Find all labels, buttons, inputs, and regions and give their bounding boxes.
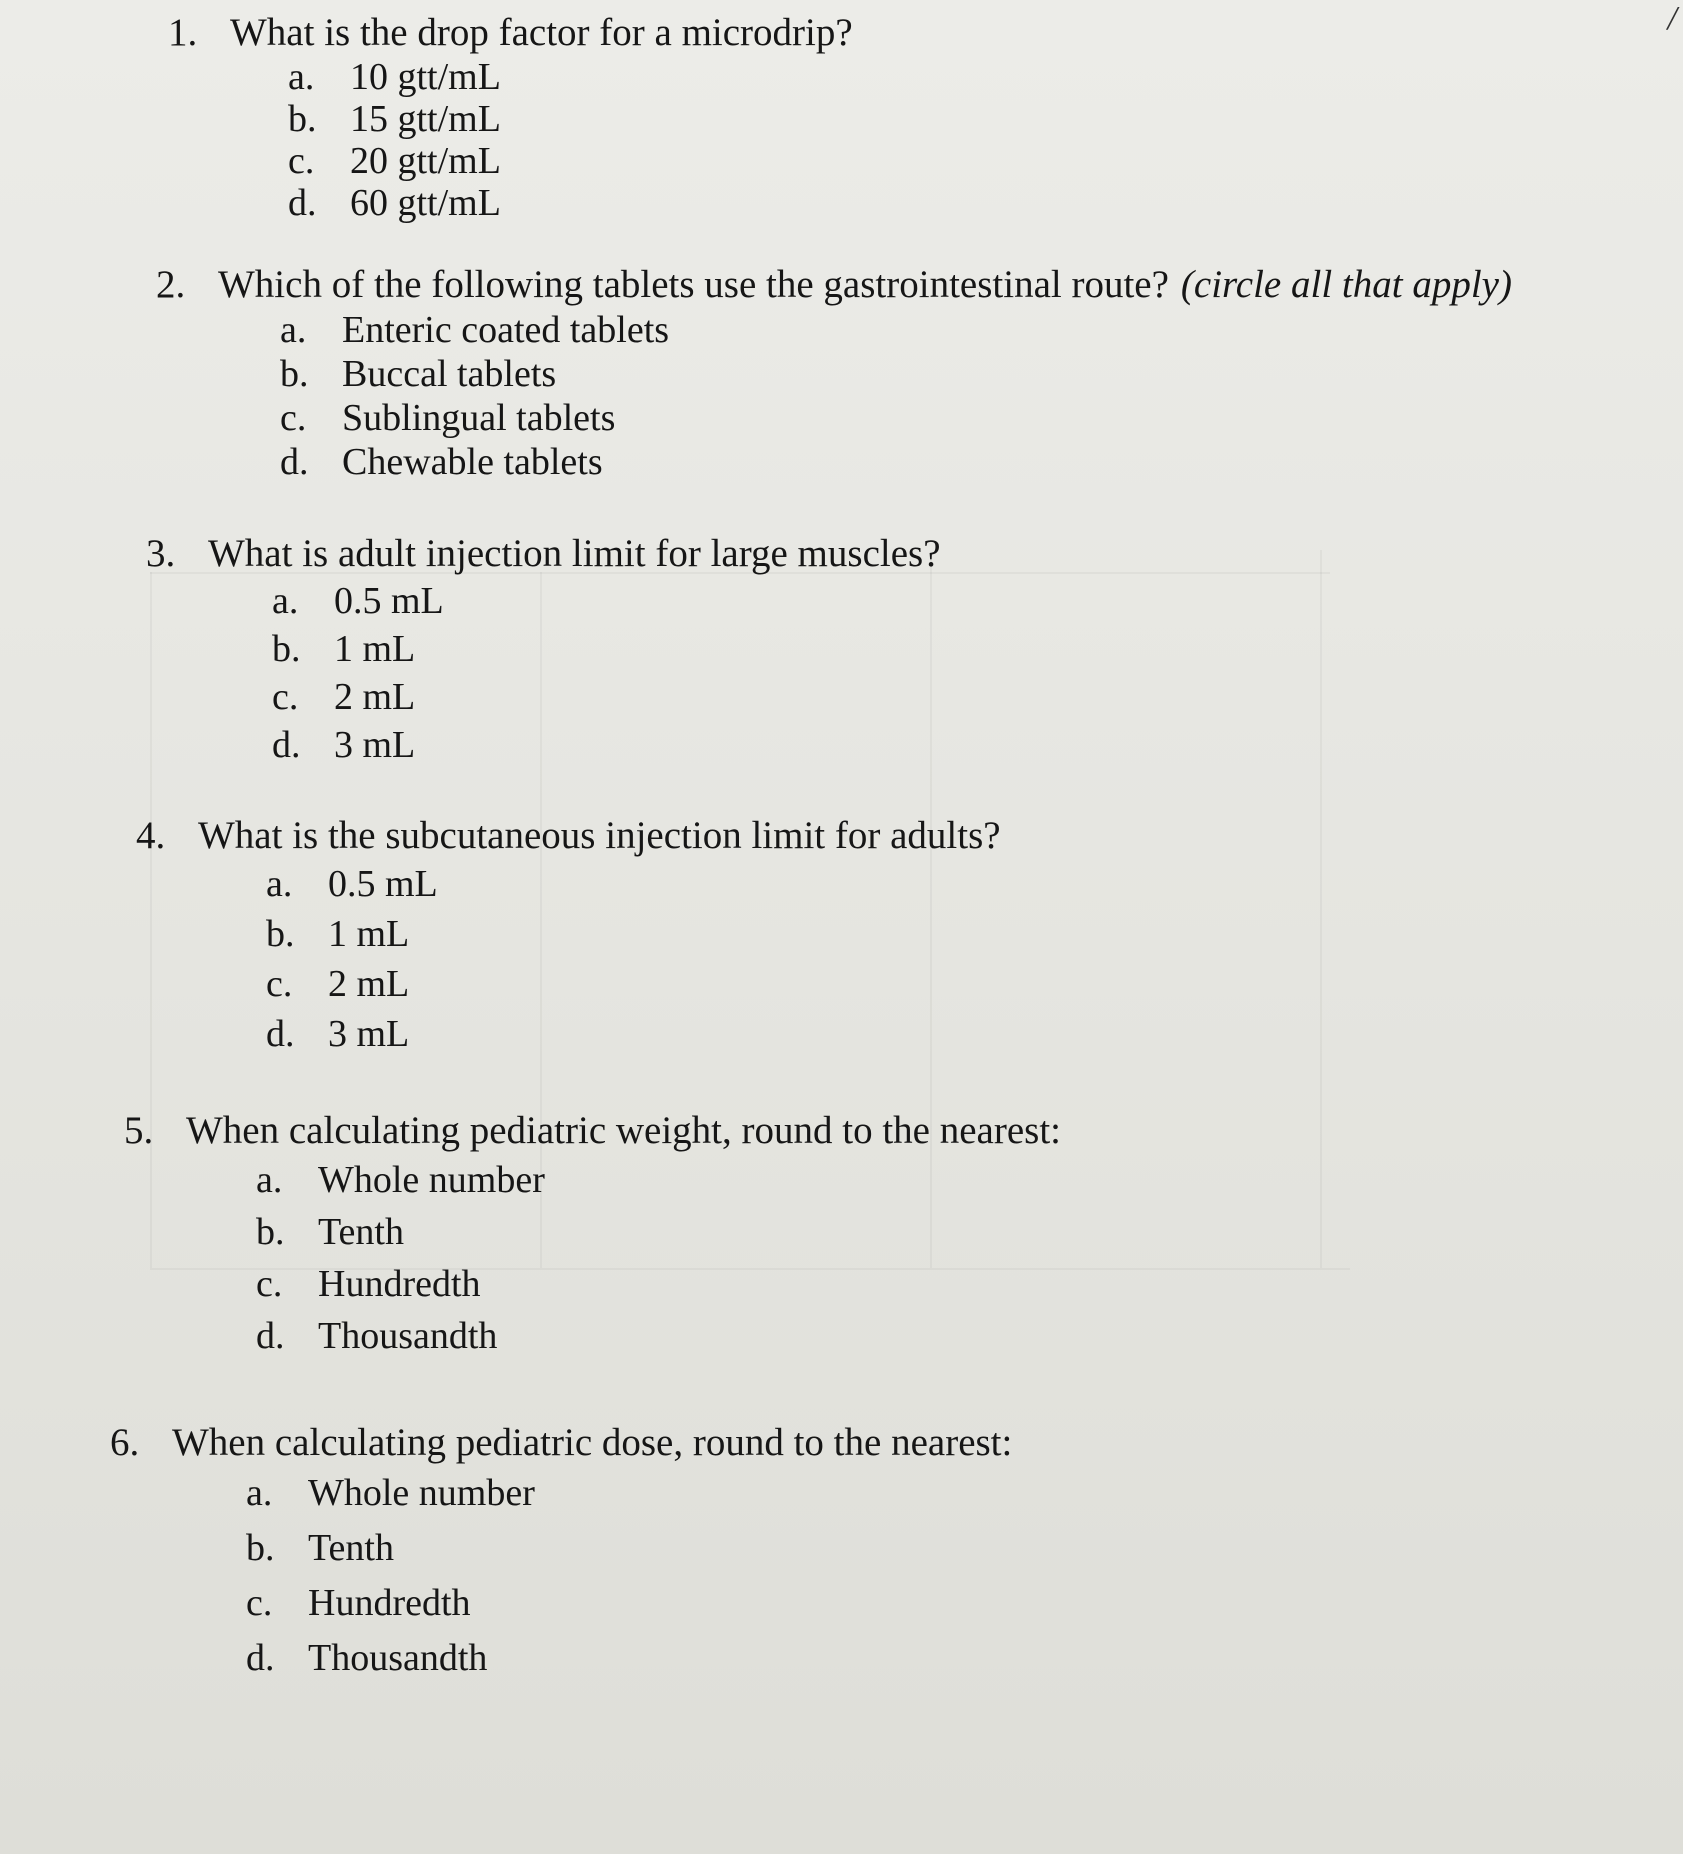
option-text: 10 gtt/mL	[350, 56, 501, 98]
option-text: 15 gtt/mL	[350, 98, 501, 140]
option-text: Enteric coated tablets	[342, 309, 670, 351]
question-text: What is the drop factor for a microdrip?	[230, 11, 853, 54]
option-d[interactable]	[280, 440, 1512, 484]
option-text: Buccal tablets	[342, 353, 557, 395]
answer-options	[288, 56, 853, 224]
option-text: 2 mL	[334, 676, 416, 718]
question-stem	[124, 1108, 1061, 1154]
question-text: What is the subcutaneous injection limit for adults?	[198, 814, 1001, 857]
option-b[interactable]	[266, 909, 1001, 959]
corner-mark: /	[1667, 0, 1677, 37]
option-text: 20 gtt/mL	[350, 140, 501, 182]
option-c[interactable]	[272, 673, 941, 721]
option-text: Chewable tablets	[342, 441, 603, 483]
question-number: 3.	[146, 532, 176, 575]
option-d[interactable]	[266, 1009, 1001, 1059]
question-1	[168, 10, 853, 224]
option-a[interactable]	[256, 1154, 1061, 1206]
option-text: 3 mL	[334, 724, 416, 766]
option-text: Sublingual tablets	[342, 397, 616, 439]
option-letter: a.	[288, 56, 315, 98]
question-number: 4.	[136, 814, 166, 857]
option-c[interactable]	[266, 959, 1001, 1009]
option-text: Whole number	[308, 1472, 535, 1514]
option-letter: a.	[256, 1159, 283, 1201]
option-a[interactable]	[288, 56, 853, 98]
option-letter: b.	[256, 1211, 285, 1253]
answer-options	[256, 1154, 1061, 1362]
option-b[interactable]	[272, 625, 941, 673]
option-letter: a.	[246, 1472, 273, 1514]
option-a[interactable]	[280, 308, 1512, 352]
option-d[interactable]	[256, 1310, 1061, 1362]
option-letter: c.	[246, 1582, 273, 1624]
answer-options	[266, 859, 1001, 1059]
option-letter: b.	[266, 913, 295, 955]
question-number: 1.	[168, 11, 198, 54]
option-a[interactable]	[266, 859, 1001, 909]
option-letter: a.	[266, 863, 293, 905]
option-letter: c.	[266, 963, 293, 1005]
option-b[interactable]	[256, 1206, 1061, 1258]
question-number: 2.	[156, 263, 186, 306]
question-stem	[146, 531, 941, 577]
option-letter: a.	[280, 309, 307, 351]
option-letter: c.	[256, 1263, 283, 1305]
question-text: Which of the following tablets use the gastrointestinal route?	[218, 263, 1169, 306]
question-5	[124, 1108, 1061, 1362]
option-letter: d.	[272, 724, 301, 766]
option-c[interactable]	[288, 140, 853, 182]
bleed-through-line	[1320, 550, 1322, 1268]
option-text: 0.5 mL	[334, 580, 444, 622]
option-d[interactable]	[272, 721, 941, 769]
option-c[interactable]	[256, 1258, 1061, 1310]
option-d[interactable]	[288, 182, 853, 224]
question-instruction: (circle all that apply)	[1180, 263, 1512, 306]
question-text: When calculating pediatric dose, round to the nearest:	[172, 1421, 1013, 1464]
option-text: Thousandth	[308, 1637, 488, 1679]
option-b[interactable]	[280, 352, 1512, 396]
option-c[interactable]	[280, 396, 1512, 440]
option-text: 2 mL	[328, 963, 410, 1005]
question-stem	[156, 262, 1512, 308]
option-letter: d.	[280, 441, 309, 483]
option-text: Hundredth	[308, 1582, 471, 1624]
option-text: Thousandth	[318, 1315, 498, 1357]
question-text: When calculating pediatric weight, round to the nearest:	[186, 1109, 1062, 1152]
answer-options	[272, 577, 941, 769]
option-letter: b.	[280, 353, 309, 395]
option-b[interactable]	[288, 98, 853, 140]
option-text: Tenth	[308, 1527, 394, 1569]
option-a[interactable]	[272, 577, 941, 625]
option-text: 1 mL	[334, 628, 416, 670]
question-4	[136, 813, 1001, 1059]
question-stem	[110, 1420, 1012, 1466]
question-6	[110, 1420, 1012, 1686]
answer-options	[246, 1466, 1012, 1686]
option-c[interactable]	[246, 1576, 1012, 1631]
question-2	[156, 262, 1512, 484]
option-letter: b.	[288, 98, 317, 140]
option-letter: c.	[272, 676, 299, 718]
option-text: 3 mL	[328, 1013, 410, 1055]
option-text: Hundredth	[318, 1263, 481, 1305]
option-text: Whole number	[318, 1159, 545, 1201]
question-number: 5.	[124, 1109, 154, 1152]
option-text: 0.5 mL	[328, 863, 438, 905]
question-3	[146, 531, 941, 769]
option-letter: b.	[246, 1527, 275, 1569]
option-letter: b.	[272, 628, 301, 670]
option-b[interactable]	[246, 1521, 1012, 1576]
option-letter: c.	[288, 140, 315, 182]
option-text: Tenth	[318, 1211, 404, 1253]
option-a[interactable]	[246, 1466, 1012, 1521]
option-letter: c.	[280, 397, 307, 439]
question-stem	[136, 813, 1001, 859]
option-text: 60 gtt/mL	[350, 182, 501, 224]
option-letter: d.	[266, 1013, 295, 1055]
question-stem	[168, 10, 853, 56]
question-text: What is adult injection limit for large muscles?	[208, 532, 941, 575]
option-letter: d.	[246, 1637, 275, 1679]
option-letter: a.	[272, 580, 299, 622]
answer-options	[280, 308, 1512, 484]
option-text: 1 mL	[328, 913, 410, 955]
option-letter: d.	[288, 182, 317, 224]
question-number: 6.	[110, 1421, 140, 1464]
option-letter: d.	[256, 1315, 285, 1357]
option-d[interactable]	[246, 1631, 1012, 1686]
